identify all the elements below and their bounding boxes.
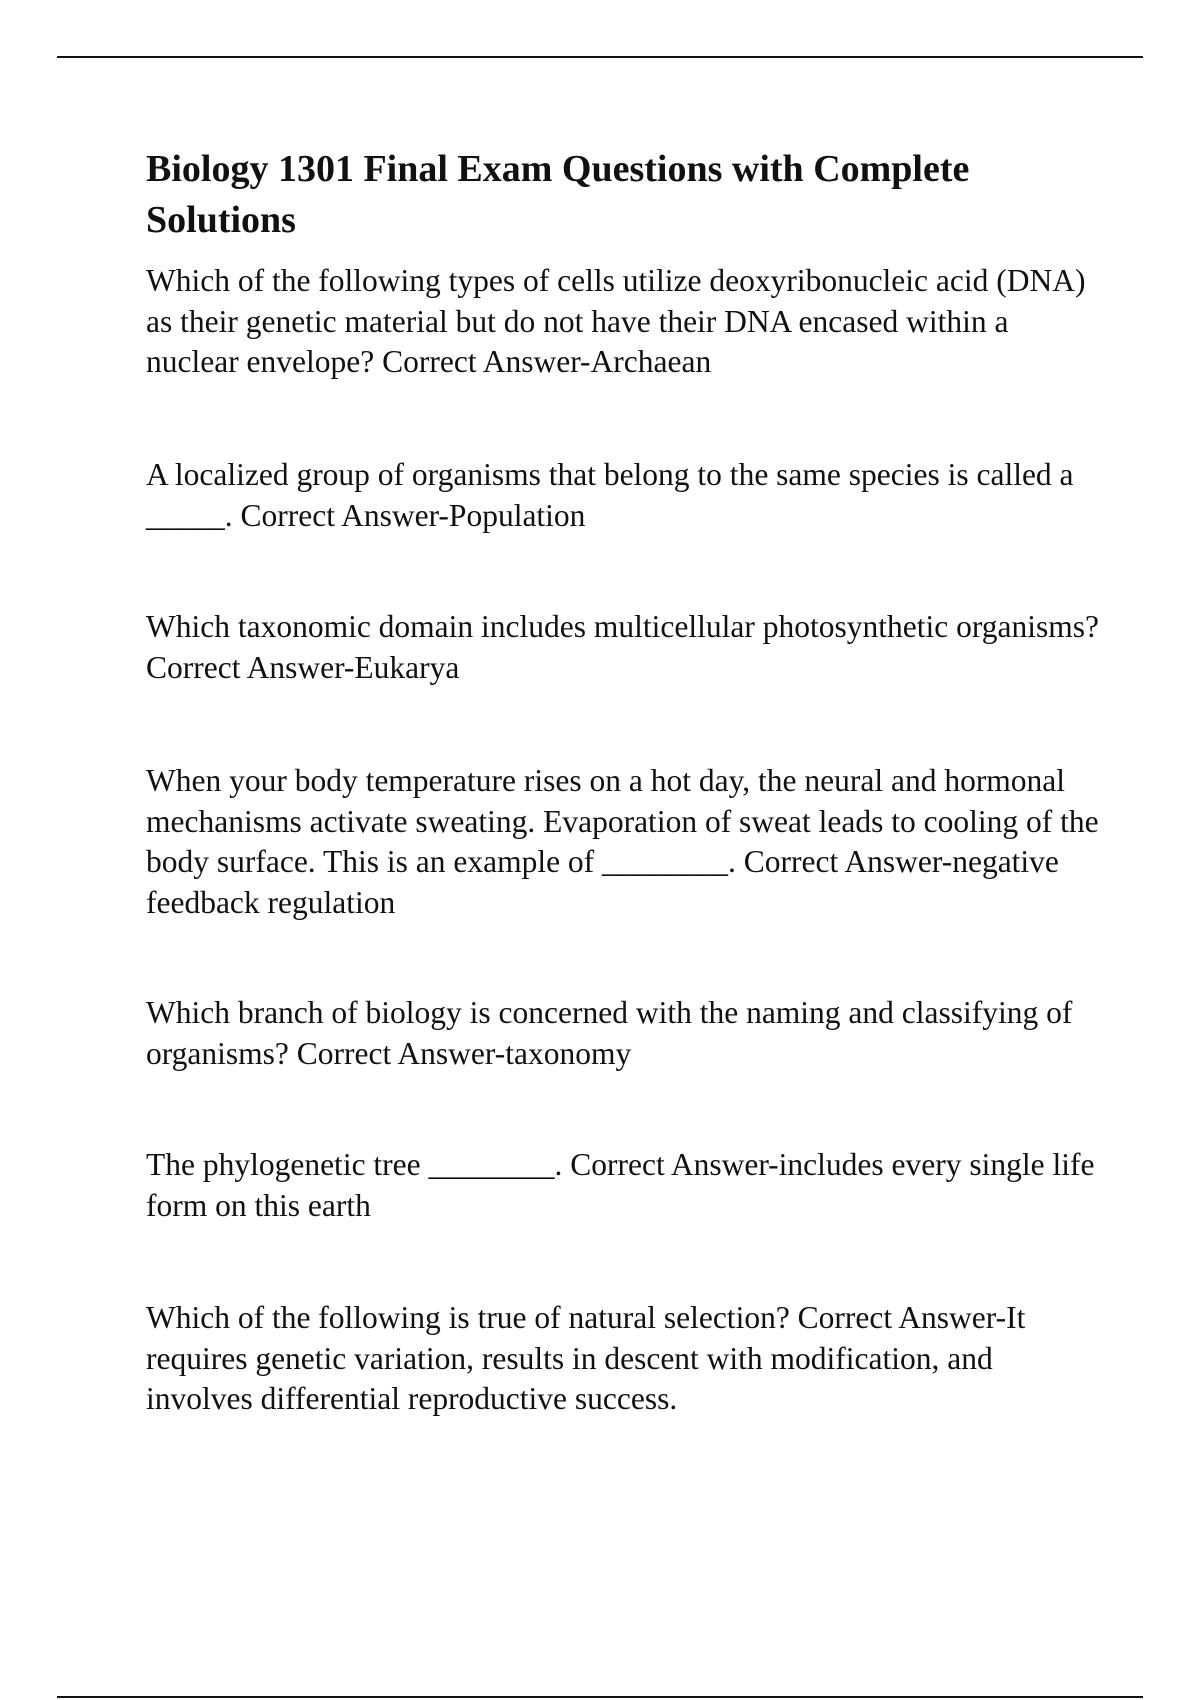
question-1: Which of the following types of cells utilize deoxyribonucleic acid (DNA) as their genetic material but do not have their DNA encased within a nuclear envelope? Correct Answer-Archaean [146,263,1086,379]
question-4: When your body temperature rises on a hot day, the neural and hormonal mechanisms activate sweating. Evaporation of sweat leads to cooling of the body surface. This is an example of ________. Correct Answer-negative feedback regulation [146,763,1099,920]
question-7: Which of the following is true of natural selection? Correct Answer-It requires genetic variation, results in descent with modification, and involves differential reproductive success. [146,1300,1026,1416]
question-3: Which taxonomic domain includes multicellular photosynthetic organisms? Correct Answer-Eukarya [146,609,1099,685]
header-rule [57,56,1143,58]
question-5: Which branch of biology is concerned with the naming and classifying of organisms? Correct Answer-taxonomy [146,995,1073,1071]
question-2: A localized group of organisms that belong to the same species is called a _____. Correct Answer-Population [146,457,1074,533]
document-title: Biology 1301 Final Exam Questions with Complete Solutions [146,148,970,241]
question-6: The phylogenetic tree ________. Correct Answer-includes every single life form on this earth [146,1147,1095,1223]
footer-rule [57,1696,1143,1698]
